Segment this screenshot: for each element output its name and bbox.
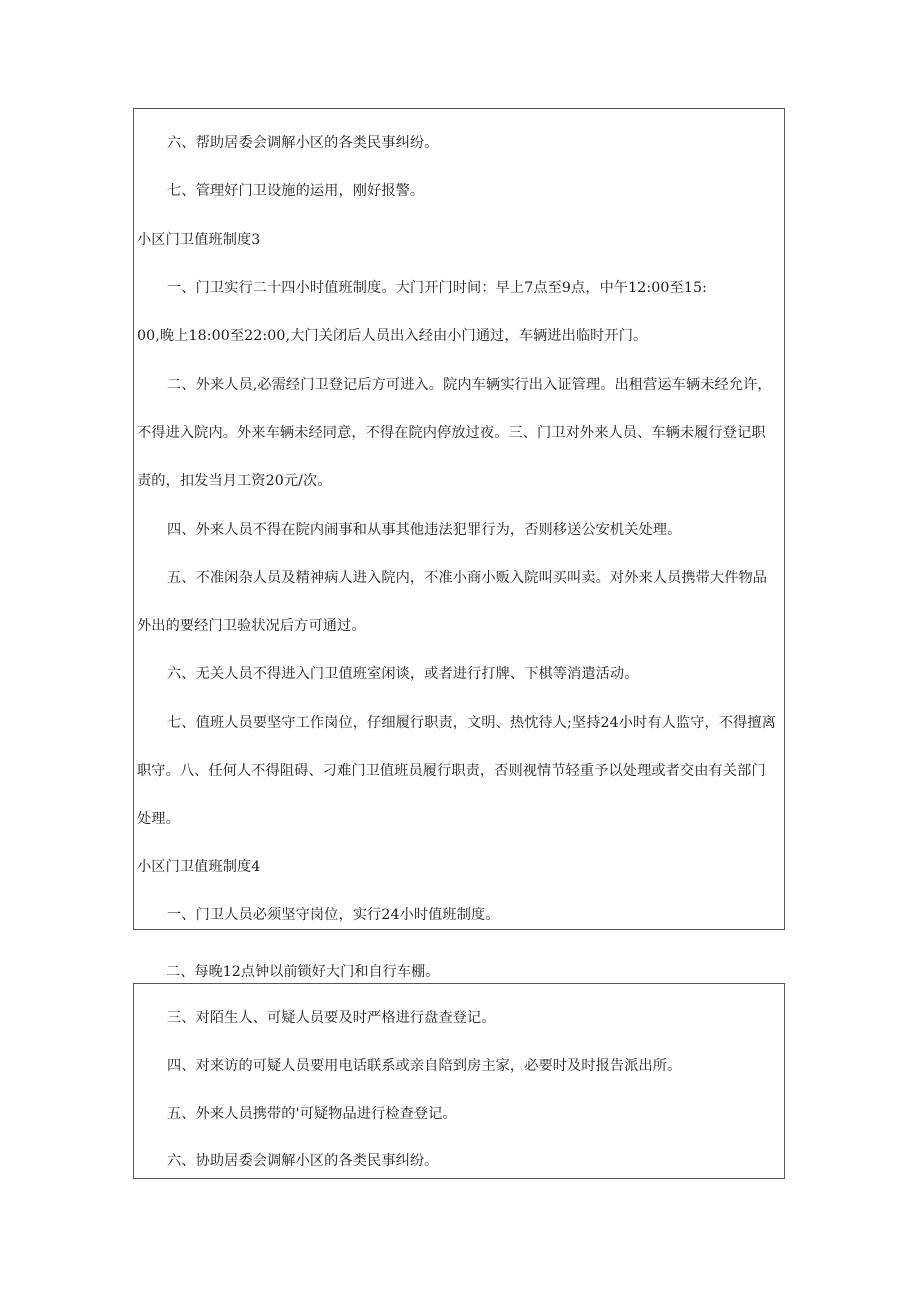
paragraph-line: 七、管理好门卫设施的运用，刚好报警。 — [167, 183, 425, 199]
paragraph-line: 四、外来人员不得在院内闹事和从事其他违法犯罪行为，否则移送公安机关处理。 — [167, 522, 682, 538]
paragraph-line: 不得进入院内。外来车辆未经同意，不得在院内停放过夜。三、门卫对外来人员、车辆未履行登记职 — [137, 425, 766, 441]
paragraph-line: 四、对来访的可疑人员要用电话联系或亲自陪到房主家，必要时及时报告派出所。 — [167, 1058, 682, 1074]
paragraph-line: 六、无关人员不得进入门卫值班室闲谈，或者进行打牌、下棋等消遣活动。 — [167, 666, 639, 682]
paragraph-line: 职守。八、任何人不得阻碍、刁难门卫值班员履行职责，否则视情节轻重予以处理或者交由有关部门 — [137, 763, 766, 779]
paragraph-line-between-boxes: 二、每晚12点钟以前锁好大门和自行车棚。 — [166, 964, 440, 980]
paragraph-line: 处理。 — [137, 811, 180, 827]
paragraph-line: 七、值班人员要坚守工作岗位，仔细履行职责，文明、热忱待人;坚持24小时有人监守，不得擅离 — [167, 715, 776, 731]
paragraph-line: 一、门卫人员必须坚守岗位，实行24小时值班制度。 — [167, 907, 500, 923]
section-heading: 小区门卫值班制度3 — [137, 232, 261, 248]
paragraph-line: 二、外来人员,必需经门卫登记后方可进入。院内车辆实行出入证管理。出租营运车辆未经允许， — [167, 377, 772, 393]
paragraph-line: 三、对陌生人、可疑人员要及时严格进行盘查登记。 — [167, 1010, 496, 1026]
document-text-box-1 — [133, 108, 785, 930]
paragraph-line: 五、不准闲杂人员及精神病人进入院内，不准小商小贩入院叫买叫卖。对外来人员携带大件物品 — [167, 570, 768, 586]
paragraph-line: 责的，扣发当月工资20元/次。 — [137, 473, 332, 489]
paragraph-line: 五、外来人员携带的'可疑物品进行检查登记。 — [167, 1106, 457, 1122]
paragraph-line: 外出的要经门卫验状况后方可通过。 — [137, 618, 366, 634]
section-heading: 小区门卫值班制度4 — [137, 859, 261, 875]
paragraph-line: 六、帮助居委会调解小区的各类民事纠纷。 — [167, 135, 439, 151]
paragraph-line: 六、协助居委会调解小区的各类民事纠纷。 — [167, 1153, 439, 1169]
paragraph-line: 00,晚上18:00至22:00,大门关闭后人员出入经由小门通过，车辆进出临时开门。 — [137, 328, 648, 344]
document-text-box-2 — [133, 983, 785, 1179]
paragraph-line: 一、门卫实行二十四小时值班制度。大门开门时间：早上7点至9点，中午12:00至15: — [167, 280, 707, 296]
